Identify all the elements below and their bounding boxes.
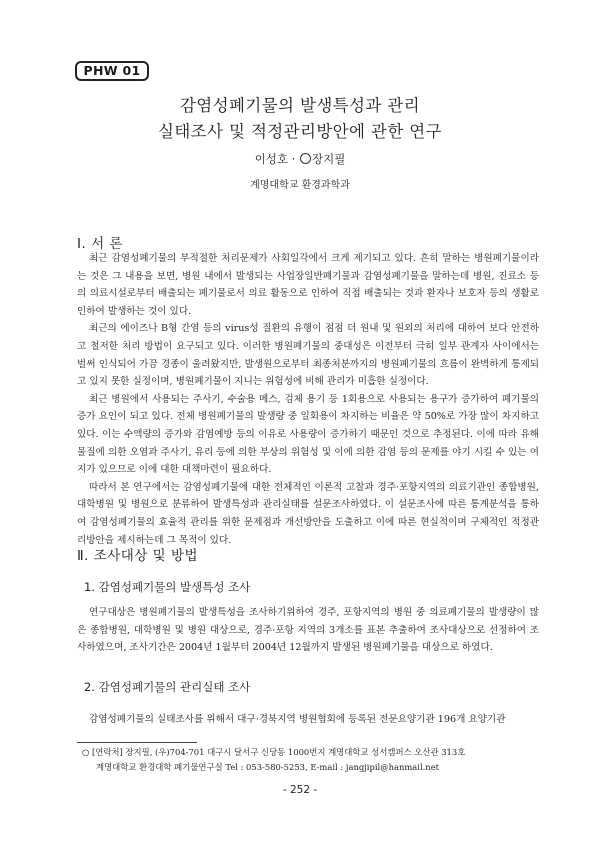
subsection-heading-management: 2. 감염성폐기물의 관리실태 조사 (84, 680, 251, 694)
management-body (77, 711, 539, 729)
page-number: - 252 - (282, 784, 318, 796)
footnote-rule (77, 742, 197, 743)
intro-paragraph-4: 따라서 본 연구에서는 감염성폐기물에 대한 전체적인 이론적 고찰과 경주·포항지역의 의료기관인 종합병원, 대학병원 및 병원으로 분류하여 발생특성과 관리실태를 설문조사하였다. 이 설문조사에 따른 통계분석을 통하여 감염성폐기물의 효율적 관리를 위한 문제점과 개선방안을 도출하고 이에 따른 현실적이며 구체적인 적정관리방안을 제시하는데 그 목적이 있다. (77, 481, 539, 546)
footnote (82, 745, 552, 775)
affiliation: 계명대학교 환경과학과 (250, 180, 350, 191)
generation-body (77, 604, 539, 657)
intro-paragraph-2: 최근의 에이즈나 B형 간염 등의 virus성 질환의 유행이 점점 더 원내 및 원외의 처리에 대하여 보다 안전하고 철저한 처리 방법이 요구되고 있다. 이러한 병원폐기물의 중대성은 이전부터 극히 일부 관계자 사이에서는 벌써 인식되어 가끔 경종이 울려왔지만, 발생원으로부터 최종처분까지의 병원폐기물의 흐름이 완벽하게 통제되고 있지 못한 실정이며, 병원폐기물이 지니는 위험성에 비해 관리가 미흡한 실정이다. (77, 323, 539, 388)
generation-paragraph: 연구대상은 병원폐기물의 발생특성을 조사하기위하여 경주, 포항지역의 병원 중 의료폐기물의 발생량이 많은 종합병원, 대학병원 및 병원 대상으로, 경주·포항 지역의 3개소를 표본 추출하여 조사대상으로 선정하여 조사하였으며, 조사기간은 2004년 1월부터 2004년 12월까지 발생된 병원폐기물을 대상으로 하였다. (77, 607, 539, 654)
author-1: 이성호 · (254, 152, 296, 166)
corresponding-author-icon (300, 153, 311, 164)
intro-paragraph-1: 최근 감염성폐기물의 부적절한 처리문제가 사회일각에서 크게 제기되고 있다. 흔히 말하는 병원폐기물이라는 것은 그 내용을 보면, 병원 내에서 발생되는 사업장일반폐기물과 감염성폐기물을 말하는데 병원, 진료소 등의 의료시설로부터 배출되는 폐기물로서 의료 활동으로 인하여 직접 배출되는 것과 환자나 보호자 등의 생활로 인하여 발생하는 것이 있다. (77, 253, 539, 317)
author-2: 장지필 (311, 152, 346, 166)
section-heading-introduction: Ⅰ. 서 론 (77, 236, 123, 252)
title-line-2: 실태조사 및 적정관리방안에 관한 연구 (157, 122, 442, 141)
introduction-body (77, 250, 539, 549)
section-heading-methods: Ⅱ. 조사대상 및 방법 (77, 548, 199, 564)
footnote-line-1: ○ [연락처] 장지필, (우)704-701 대구시 달서구 신당동 1000번지 계명대학교 성서캠퍼스 오산관 313호 (82, 747, 466, 757)
footnote-line-2: 계명대학교 환경대학 폐기물연구실 Tel : 053-580-5253, E-mail : jangjipil@hanmail.net (96, 762, 440, 772)
management-paragraph: 감염성폐기물의 실태조사를 위해서 대구·경북지역 병원협회에 등록된 전문요양기관 196개 요양기관 (89, 714, 506, 725)
title-line-1: 감염성폐기물의 발생특성과 관리 (179, 96, 421, 115)
session-badge: PHW 01 (75, 61, 149, 81)
authors (0, 151, 600, 167)
intro-paragraph-3: 최근 병원에서 사용되는 주사기, 수술용 메스, 검체 용기 등 1회용으로 사용되는 용구가 증가하여 폐기물의 증가 요인이 되고 있다. 전체 병원폐기물의 발생량 중 일회용이 차지하는 비율은 약 50%로 가장 많이 차지하고 있다. 이는 수액량의 증가와 감염예방 등의 이유로 사용량이 증가하기 때문인 것으로 추정된다. 이에 따라 유해물질에 의한 오염과 주사기, 유리 등에 의한 부상의 위험성 및 이에 의한 감염 등의 문제를 야기 시킬 수 있는 여지가 있으므로 이에 대한 대책마련이 필요하다. (77, 393, 539, 476)
subsection-heading-generation: 1. 감염성폐기물의 발생특성 조사 (84, 580, 251, 594)
